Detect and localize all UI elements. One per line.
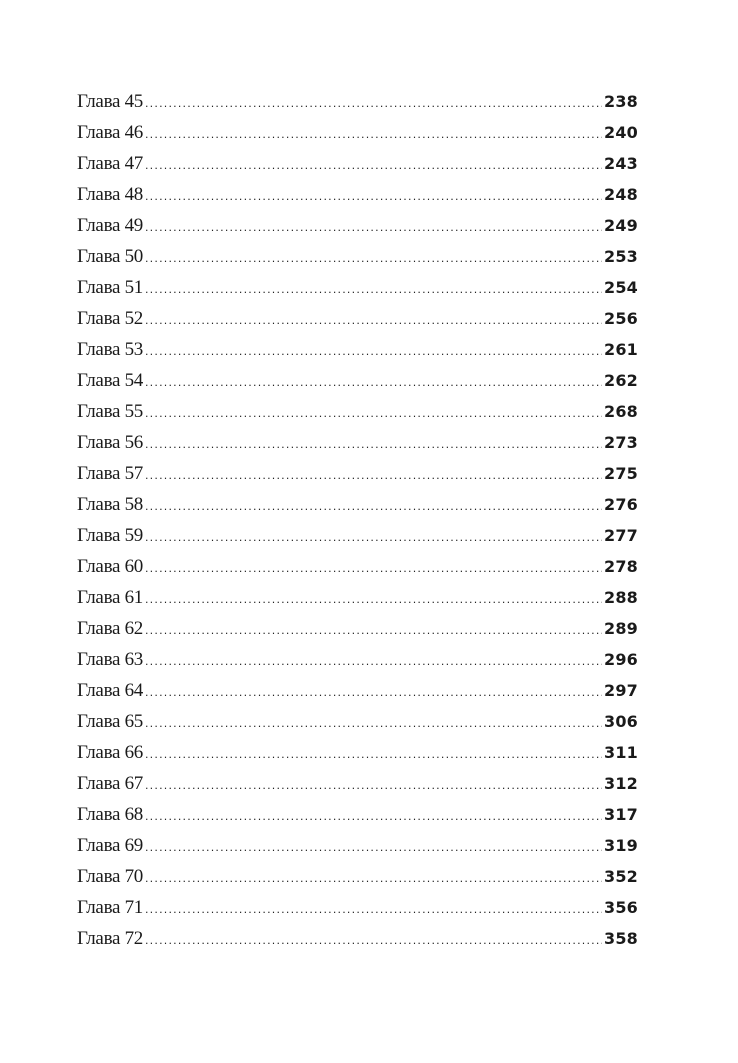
chapter-title: Глава 61 [77,587,143,608]
page-number: 296 [604,650,638,669]
dot-leader [145,181,602,212]
page-number: 289 [604,619,638,638]
page-number: 243 [604,154,638,173]
chapter-title: Глава 60 [77,556,143,577]
chapter-title: Глава 67 [77,773,143,794]
toc-entry[interactable] [77,799,638,830]
chapter-title: Глава 56 [77,432,143,453]
page-number: 275 [604,464,638,483]
chapter-title: Глава 59 [77,525,143,546]
dot-leader [145,274,602,305]
page-number: 317 [604,805,638,824]
dot-leader [145,367,602,398]
chapter-title: Глава 72 [77,928,143,949]
chapter-title: Глава 71 [77,897,143,918]
dot-leader [145,770,602,801]
chapter-title: Глава 70 [77,866,143,887]
toc-entry[interactable] [77,520,638,551]
chapter-title: Глава 62 [77,618,143,639]
toc-entry[interactable] [77,830,638,861]
toc-entry[interactable] [77,892,638,923]
page-number: 297 [604,681,638,700]
toc-entry[interactable] [77,675,638,706]
toc-entry[interactable] [77,117,638,148]
page-number: 261 [604,340,638,359]
page-number: 273 [604,433,638,452]
chapter-title: Глава 47 [77,153,143,174]
page-number: 238 [604,92,638,111]
page-number: 358 [604,929,638,948]
toc-entry[interactable] [77,737,638,768]
chapter-title: Глава 45 [77,91,143,112]
chapter-title: Глава 54 [77,370,143,391]
dot-leader [145,925,602,956]
dot-leader [145,305,602,336]
page-number: 262 [604,371,638,390]
dot-leader [145,677,602,708]
page-number: 356 [604,898,638,917]
page-number: 268 [604,402,638,421]
chapter-title: Глава 64 [77,680,143,701]
dot-leader [145,894,602,925]
dot-leader [145,615,602,646]
page-number: 276 [604,495,638,514]
toc-entry[interactable] [77,861,638,892]
dot-leader [145,336,602,367]
chapter-title: Глава 46 [77,122,143,143]
page-number: 311 [604,743,638,762]
chapter-title: Глава 69 [77,835,143,856]
toc-entry[interactable] [77,613,638,644]
toc-entry[interactable] [77,210,638,241]
dot-leader [145,119,602,150]
dot-leader [145,522,602,553]
chapter-title: Глава 68 [77,804,143,825]
dot-leader [145,832,602,863]
toc-entry[interactable] [77,148,638,179]
toc-entry[interactable] [77,644,638,675]
page-number: 288 [604,588,638,607]
toc-entry[interactable] [77,427,638,458]
dot-leader [145,212,602,243]
chapter-title: Глава 52 [77,308,143,329]
toc-entry[interactable] [77,458,638,489]
toc-entry[interactable] [77,582,638,613]
page-number: 306 [604,712,638,731]
page-number: 248 [604,185,638,204]
table-of-contents [77,86,638,954]
dot-leader [145,429,602,460]
chapter-title: Глава 49 [77,215,143,236]
chapter-title: Глава 57 [77,463,143,484]
toc-entry[interactable] [77,489,638,520]
dot-leader [145,584,602,615]
dot-leader [145,863,602,894]
page-number: 254 [604,278,638,297]
chapter-title: Глава 48 [77,184,143,205]
dot-leader [145,398,602,429]
chapter-title: Глава 53 [77,339,143,360]
toc-entry[interactable] [77,86,638,117]
chapter-title: Глава 58 [77,494,143,515]
page-number: 249 [604,216,638,235]
dot-leader [145,708,602,739]
page-number: 352 [604,867,638,886]
toc-entry[interactable] [77,768,638,799]
page-number: 253 [604,247,638,266]
page-number: 319 [604,836,638,855]
chapter-title: Глава 55 [77,401,143,422]
page-number: 240 [604,123,638,142]
dot-leader [145,801,602,832]
chapter-title: Глава 51 [77,277,143,298]
toc-entry[interactable] [77,303,638,334]
toc-entry[interactable] [77,551,638,582]
chapter-title: Глава 50 [77,246,143,267]
toc-entry[interactable] [77,923,638,954]
dot-leader [145,646,602,677]
toc-entry[interactable] [77,365,638,396]
dot-leader [145,553,602,584]
toc-entry[interactable] [77,241,638,272]
toc-entry[interactable] [77,179,638,210]
toc-entry[interactable] [77,396,638,427]
page-number: 278 [604,557,638,576]
page-number: 312 [604,774,638,793]
chapter-title: Глава 63 [77,649,143,670]
chapter-title: Глава 66 [77,742,143,763]
dot-leader [145,739,602,770]
dot-leader [145,150,602,181]
dot-leader [145,88,602,119]
toc-entry[interactable] [77,334,638,365]
toc-entry[interactable] [77,706,638,737]
page-number: 277 [604,526,638,545]
chapter-title: Глава 65 [77,711,143,732]
dot-leader [145,243,602,274]
toc-entry[interactable] [77,272,638,303]
dot-leader [145,460,602,491]
page-number: 256 [604,309,638,328]
dot-leader [145,491,602,522]
